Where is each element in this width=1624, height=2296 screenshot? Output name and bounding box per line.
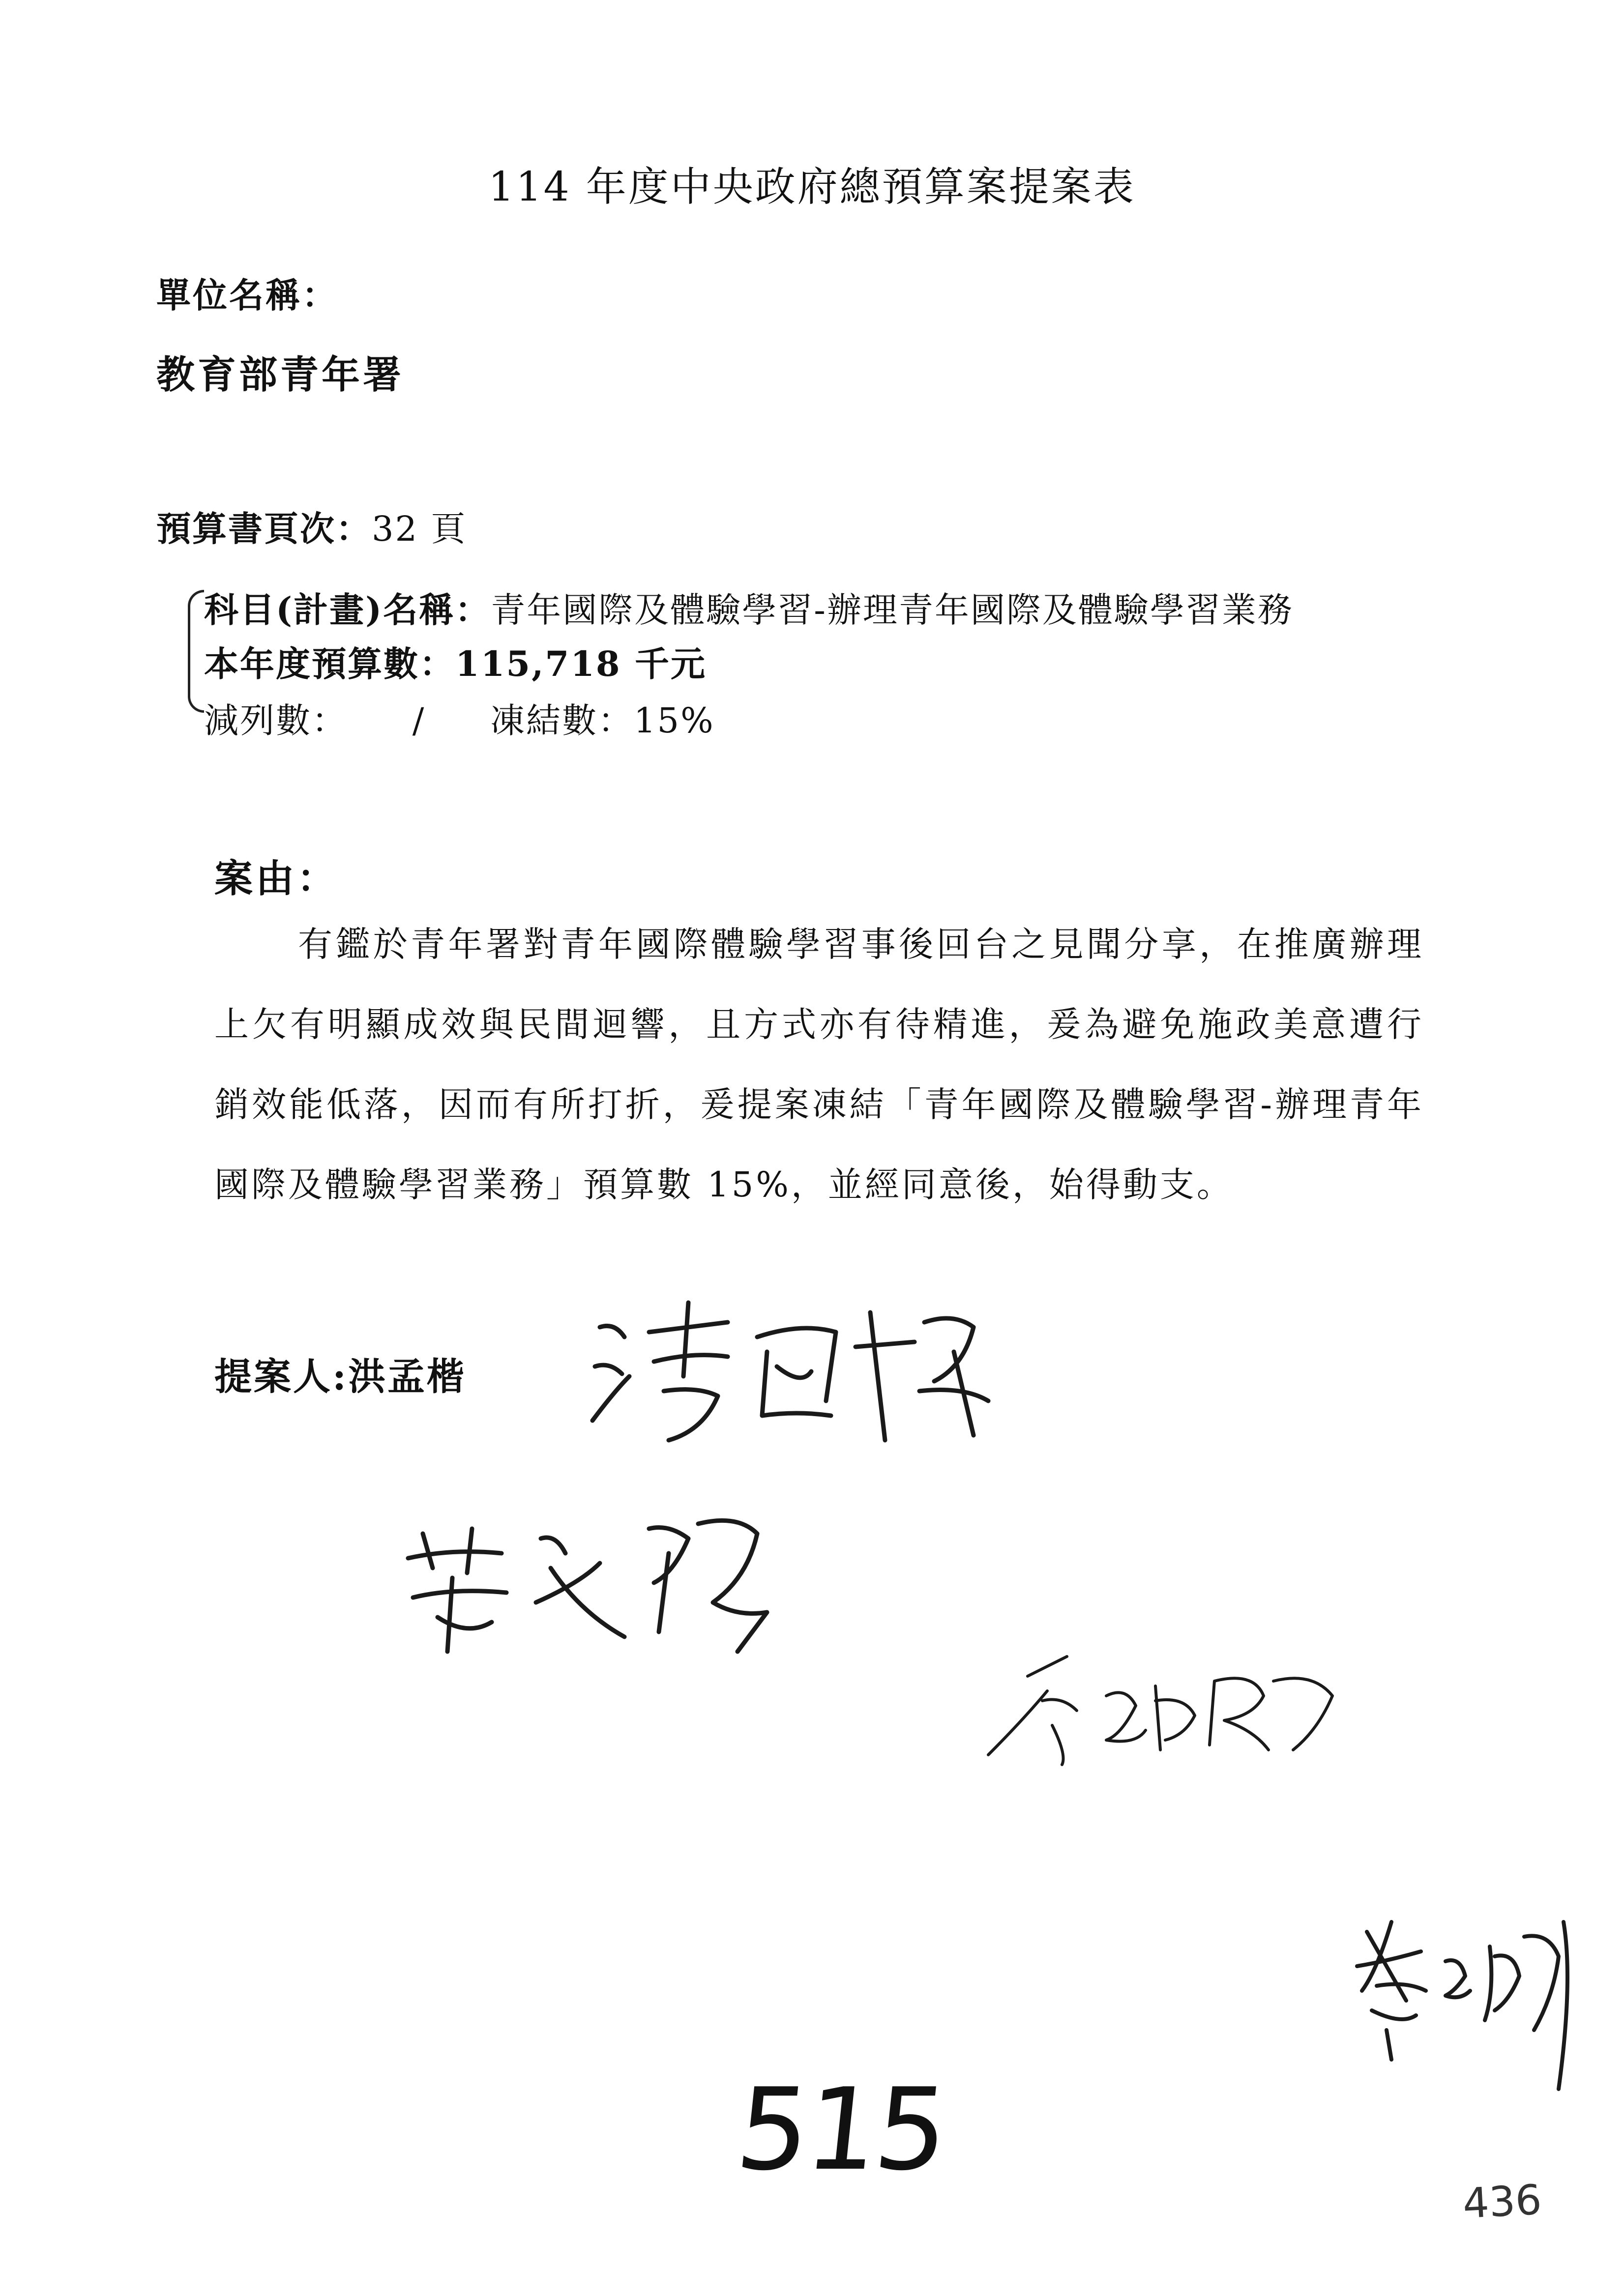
unit-name: 教育部青年署 <box>156 352 405 397</box>
freeze-label: 凍結數： <box>490 700 634 741</box>
unit-label: 單位名稱： <box>156 275 338 316</box>
budget-row <box>204 637 707 686</box>
stamp-number: 515 <box>730 2064 952 2196</box>
freeze-value: 15% <box>634 700 715 741</box>
subject-row <box>204 582 1294 632</box>
reduction-value: / <box>412 700 426 741</box>
budget-page-value: 32 頁 <box>372 509 467 549</box>
reduction-freeze-row <box>204 693 715 743</box>
archive-number: 436 <box>1461 2175 1543 2228</box>
signature-4 <box>1347 1912 1603 2119</box>
signature-3 <box>978 1642 1352 1770</box>
reason-text: 有鑑於青年署對青年國際體驗學習事後回台之見聞分享，在推廣辦理上欠有明顯成效與民間迴響，且方式亦有待精進，爰為避免施政美意遭行銷效能低落，因而有所打折，爰提案凍結「青年國際及體驗學習-辦理青年國際及體驗學習業務」預算數 15%，並經同意後，始得動支。 <box>214 924 1424 1205</box>
proposer-label: 提案人: <box>214 1355 349 1398</box>
reason-label: 案由： <box>214 856 339 901</box>
signature-1 <box>580 1293 1023 1455</box>
document-title: 114 年度中央政府總預算案提案表 <box>488 164 1136 210</box>
item-bracket <box>188 590 204 713</box>
budget-label: 本年度預算數： <box>204 643 455 684</box>
budget-amount: 115,718 千元 <box>455 643 707 684</box>
subject-name: 青年國際及體驗學習-辦理青年國際及體驗學習業務 <box>491 590 1294 630</box>
signature-2 <box>393 1504 787 1661</box>
budget-page-label: 預算書頁次： <box>156 508 372 549</box>
budget-page-ref <box>156 501 467 551</box>
reduction-label: 減列數： <box>204 700 348 741</box>
proposer <box>214 1347 466 1400</box>
subject-label: 科目(計畫)名稱： <box>204 589 491 630</box>
proposer-name: 洪孟楷 <box>348 1355 467 1398</box>
